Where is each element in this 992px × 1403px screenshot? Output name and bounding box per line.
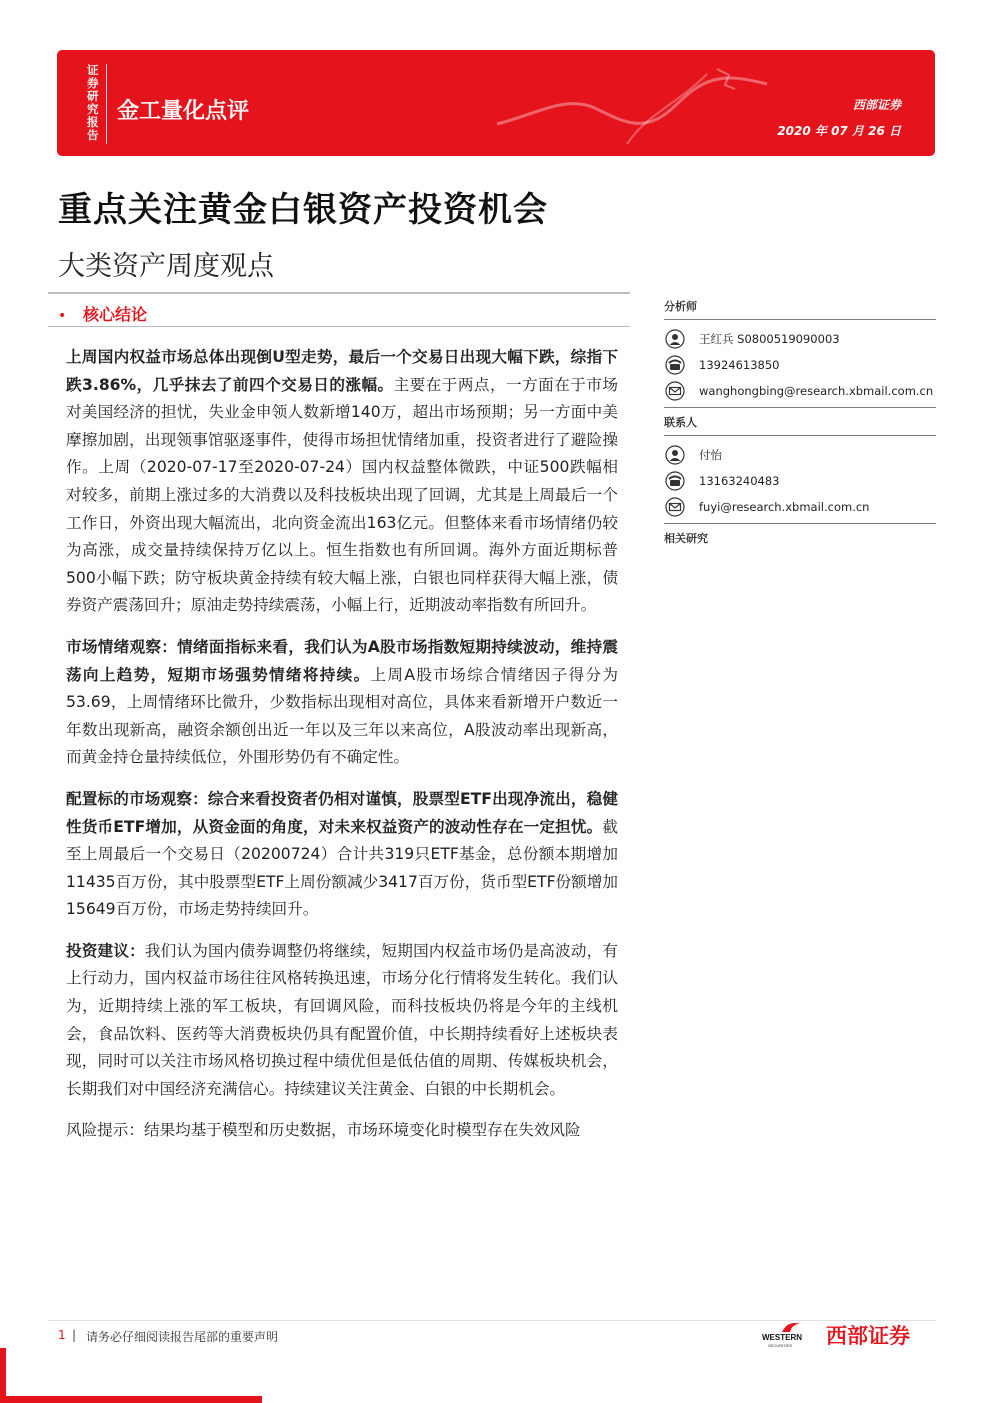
sidebar [664, 298, 936, 548]
paragraph-lead: 上周国内权益市场总体出现倒U型走势，最后一个交易日出现大幅下跌，综指下跌3.86%，几乎抹去了前四个交易日的涨幅。 [66, 348, 618, 394]
contact-phone-row [664, 468, 936, 494]
email-icon [664, 381, 686, 401]
paragraph-investment-advice [66, 938, 618, 1104]
contact-email[interactable]: fuyi@research.xbmail.com.cn [699, 500, 870, 514]
logo-text: WESTERN [762, 1333, 802, 1342]
section-bullet-icon: • [58, 308, 67, 324]
analyst-phone-row [664, 352, 936, 378]
corner-accent-vertical [0, 1348, 6, 1403]
analyst-email-row [664, 378, 936, 404]
sidebar-divider [664, 319, 936, 320]
paragraph-text: 上周A股市场综合情绪因子得分为53.69，上周情绪环比微升，少数指标出现相对高位，具体来看新增开户数近一年数出现新高，融资余额创出近一年以及三年以来高位，A股波动率出现新高，而黄金持仓量持续低位，外围形势仍有不确定性。 [66, 665, 618, 767]
sidebar-divider [664, 407, 936, 408]
report-title: 重点关注黄金白银资产投资机会 [58, 190, 548, 230]
paragraph-text: 截至上周最后一个交易日（20200724）合计共319只ETF基金，总份额本期增加11435百万份，其中股票型ETF上周份额减少3417百万份，货币型ETF份额增加15649百万份，市场走势持续回升。 [66, 817, 618, 919]
contact-name-row [664, 442, 936, 468]
corner-accent-horizontal [0, 1396, 262, 1403]
analyst-name-cert: 王红兵 S0800519090003 [699, 332, 840, 346]
contact-heading: 联系人 [664, 416, 697, 429]
email-icon [664, 497, 686, 517]
report-category-vertical-label: 证券研究报告 [87, 63, 99, 142]
analyst-phone: 13924613850 [699, 358, 780, 372]
paragraph-text: 主要在于两点，一方面在于市场对美国经济的担忧，失业金申领人数新增140万，超出市场预期；另一方面中美摩擦加剧，出现领事馆驱逐事件，使得市场担忧情绪加重，投资者进行了避险操作。上周（2020-07-17至2020-07-24）国内权益整体微跌，中证500跌幅相对较多，前期上涨过多的大消费以及科技板块出现了回调，尤其是上周最后一个工作日，外资出现大幅流出，北向资金流出163亿元。但整体来看市场情绪仍较为高涨，成交量持续保持万亿以上。恒生指数也有所回调。海外方面近期标普500小幅下跌；防守板块黄金持续有较大幅上涨，白银也同样获得大幅上涨，债券资产震荡回升；原油走势持续震荡，小幅上行，近期波动率指数有所回升。 [66, 375, 618, 615]
report-date: 2020 年 07 月 26 日 [777, 124, 901, 138]
paragraph-text: 风险提示：结果均基于模型和历史数据，市场环境变化时模型存在失效风险 [66, 1121, 581, 1140]
banner-decoration-icon [477, 54, 797, 154]
paragraph-sentiment [66, 634, 618, 772]
paragraph-text: 我们认为国内债券调整仍将继续，短期国内权益市场仍是高波动，有上行动力，国内权益市场往往风格转换迅速，市场分化行情将发生转化。我们认为，近期持续上涨的军工板块，有回调风险，而科技板块仍将是今年的主线机会，食品饮料、医药等大消费板块仍具有配置价值，中长期持续看好上述板块表现，同时可以关注市场风格切换过程中绩优但是低估值的周期、传媒板块机会，长期我们对中国经济充满信心。持续建议关注黄金、白银的中长期机会。 [66, 941, 618, 1098]
person-icon [664, 445, 686, 465]
contact-email-row [664, 494, 936, 520]
phone-icon [664, 355, 686, 375]
header-divider [106, 64, 107, 144]
header-brand: 西部证券 [852, 98, 901, 112]
page-number: 1 [58, 1328, 66, 1342]
paragraph-lead: 市场情绪观察：情绪面指标来看，我们认为A股市场指数短期持续波动，维持震荡向上趋势，短期市场强势情绪将持续。 [66, 637, 618, 684]
sidebar-divider [664, 523, 936, 524]
person-icon [664, 329, 686, 349]
paragraph-lead: 投资建议： [66, 941, 145, 960]
report-subtitle: 大类资产周度观点 [58, 251, 274, 282]
paragraph-risk-warning [66, 1117, 618, 1145]
phone-icon [664, 471, 686, 491]
footer-separator: | [72, 1328, 77, 1342]
paragraph-market-overview [66, 344, 618, 620]
footer-brand: 西部证券 [826, 1324, 910, 1348]
contact-name: 付怡 [699, 448, 722, 462]
section-title: 核心结论 [83, 305, 148, 324]
section-divider-top [48, 292, 630, 294]
header-banner [57, 50, 935, 156]
contact-phone: 13163240483 [699, 474, 780, 488]
report-body [66, 344, 618, 1159]
logo-subtext: SECURITIES [768, 1343, 793, 1348]
footer-disclaimer: 请务必仔细阅读报告尾部的重要声明 [86, 1330, 279, 1344]
western-securities-logo-icon [760, 1318, 822, 1348]
analyst-name-row [664, 326, 936, 352]
sidebar-divider [664, 435, 936, 436]
paragraph-etf-flows [66, 786, 618, 924]
section-divider-bottom [48, 326, 630, 327]
related-research-heading: 相关研究 [664, 532, 708, 545]
analyst-email[interactable]: wanghongbing@research.xbmail.com.cn [699, 384, 934, 398]
analyst-heading: 分析师 [664, 300, 697, 313]
paragraph-lead: 配置标的市场观察：综合来看投资者仍相对谨慎，股票型ETF出现净流出，稳健性货币ETF增加，从资金面的角度，对未来权益资产的波动性存在一定担忧。 [66, 789, 618, 836]
report-type: 金工量化点评 [117, 99, 250, 124]
